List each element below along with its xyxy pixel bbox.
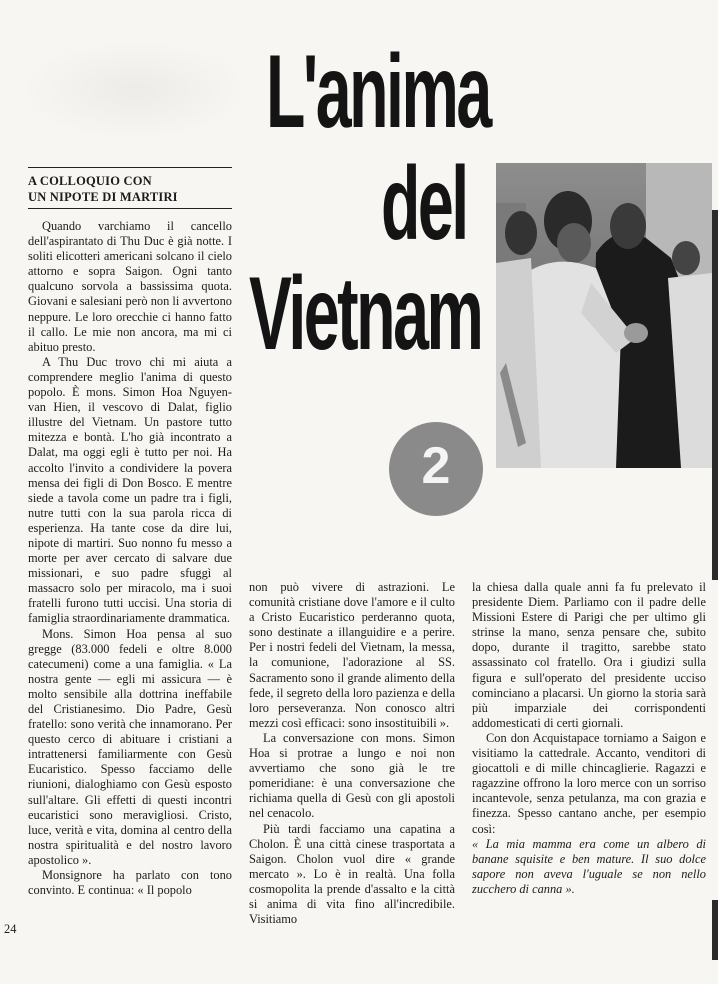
page-edge-strip <box>712 210 718 580</box>
episode-number-badge <box>389 422 483 516</box>
song-quote: « La mia mamma era come un albero di banane squisite e ben mature. Il suo dolce sapore non aveva l'uguale se non nello zucchero di canna ». <box>472 836 706 896</box>
col3-quote <box>472 837 706 897</box>
column-2 <box>249 580 455 927</box>
section-heading <box>28 173 233 205</box>
col2-paragraph: La conversazione con mons. Simon Hoa si protrae a lungo e noi non avvertiamo che sono già le tre pomeridiane: è una conversazione che richiama quella di Gesù con gli apostoli nel cenacolo. <box>249 730 455 821</box>
article-title-line-2: del <box>381 146 467 262</box>
col2-paragraph: non può vivere di astrazioni. Le comunità cristiane dove l'amore e il culto a Cristo Eucaristico perderanno quota, sono destinate a illanguidire e a perire. Per i nostri fedeli del Vietnam, la messa, la comunione, l'adorazione al SS. Sacramento sono il grande alimento della fede, il segreto della loro pazienza e della loro perseveranza. Non conosco altri mezzi così efficaci: sono insostituibili ». <box>249 580 455 730</box>
column-3 <box>472 580 706 897</box>
section-heading-line-2: UN NIPOTE DI MARTIRI <box>28 190 178 204</box>
page-edge-strip-lower <box>712 900 718 960</box>
article-title-line-3: Vietnam <box>249 256 482 372</box>
col3-paragraph: Con don Acquistapace torniamo a Saigon e visitiamo la cattedrale. Accanto, venditori di giocattoli e di mille chincaglierie. Ragazzi e ragazzine offrono la loro merce con un sorriso incantevole, senza petulanza, ma con grazia e finezza. Spesso cantano anche, per esempio così: <box>472 730 706 836</box>
print-through-smudge <box>20 40 250 140</box>
article-photo <box>496 163 712 468</box>
col2-paragraph: Più tardi facciamo una capatina a Cholon. È una città cinese trasportata a Saigon. Cholon vuol dire « grande mercato ». Lo è in realtà. Una folla cosmopolita la prende d'assalto e la città si anima di vita fino all'incredibile. Visitiamo <box>249 821 455 927</box>
col1-paragraph: Monsignore ha parlato con tono convinto. E continua: « Il popolo <box>28 868 232 898</box>
col1-paragraph: Quando varchiamo il cancello dell'aspirantato di Thu Duc è già notte. I soliti elicotteri americani solcano il cielo attorno e sopra Saigon. Ogni tanto qualcuno sorvola a bassissima quota. Giovani e salesiani però non li avvertono neppure. Le loro orecchie ci hanno fatto il callo. Le mie non ancora, ma mi ci abituo presto. <box>28 219 232 354</box>
col3-paragraph: la chiesa dalla quale anni fa fu prelevato il presidente Diem. Parliamo con il padre delle Missioni Estere di Parigi che per ultimo gli strinse la mano, senza pensare che, subito dopo, durante il tragitto, sarebbe stato assassinato col fratello. Ora i giudizi sulla figura e sull'operato del presidente ucciso cominciano a placarsi. Un giorno la storia sarà più imparziale dei corrispondenti addomesticati di certi giornali. <box>472 580 706 730</box>
column-1 <box>28 219 232 898</box>
section-heading-line-1: A COLLOQUIO CON <box>28 174 152 188</box>
article-title-line-1: L'anima <box>266 34 490 150</box>
heading-bottom-rule <box>28 208 232 209</box>
col1-paragraph: Mons. Simon Hoa pensa al suo gregge (83.000 fedeli e oltre 8.000 catecumeni) come a una famiglia. « La nostra gente — egli mi assicura — è molto sensibile alla dottrina ineffabile del Cristianesimo. Dio Padre, Gesù fratello: sono verità che innamorano. Per questo cerco di abituare i cristiani a intrattenersi familiarmente con Gesù Eucaristico. Spesso facciamo delle riunioni, dialoghiamo con Gesù esposto sull'altare. Gli effetti di questi incontri eucaristici sono meravigliosi. Cristo, luce, verità e vita, domina al centro della nostra spiritualità e del nostro lavoro apostolico ». <box>28 626 232 867</box>
photo-icon <box>496 163 712 468</box>
page-number: 24 <box>4 922 17 936</box>
col1-paragraph: A Thu Duc trovo chi mi aiuta a comprendere meglio l'anima di questo popolo. È mons. Simon Hoa Nguyen-van Hien, il vescovo di Dalat, figlio illustre del Vietnam. Un pastore tutto mitezza e bontà. L'ho già incontrato a Dalat, ma oggi egli è tutto per noi. Ha accolto l'invito a condividere la povera mensa dei figli di Don Bosco. E mentre siede a tavola come un padre tra i figli, nutre tutti con la sua parola ricca di esperienza. Ha tante cose da dire lui, nipote di martiri. Suo nonno fu messo a morte per aver cercato di salvare due missionari, e suo padre sfuggì al massacro solo per miracolo, ma i suoi fratelli furono tutti uccisi. Una storia di famiglia straordinariamente drammatica. <box>28 354 232 626</box>
heading-top-rule <box>28 167 232 168</box>
episode-number: 2 <box>421 437 451 495</box>
